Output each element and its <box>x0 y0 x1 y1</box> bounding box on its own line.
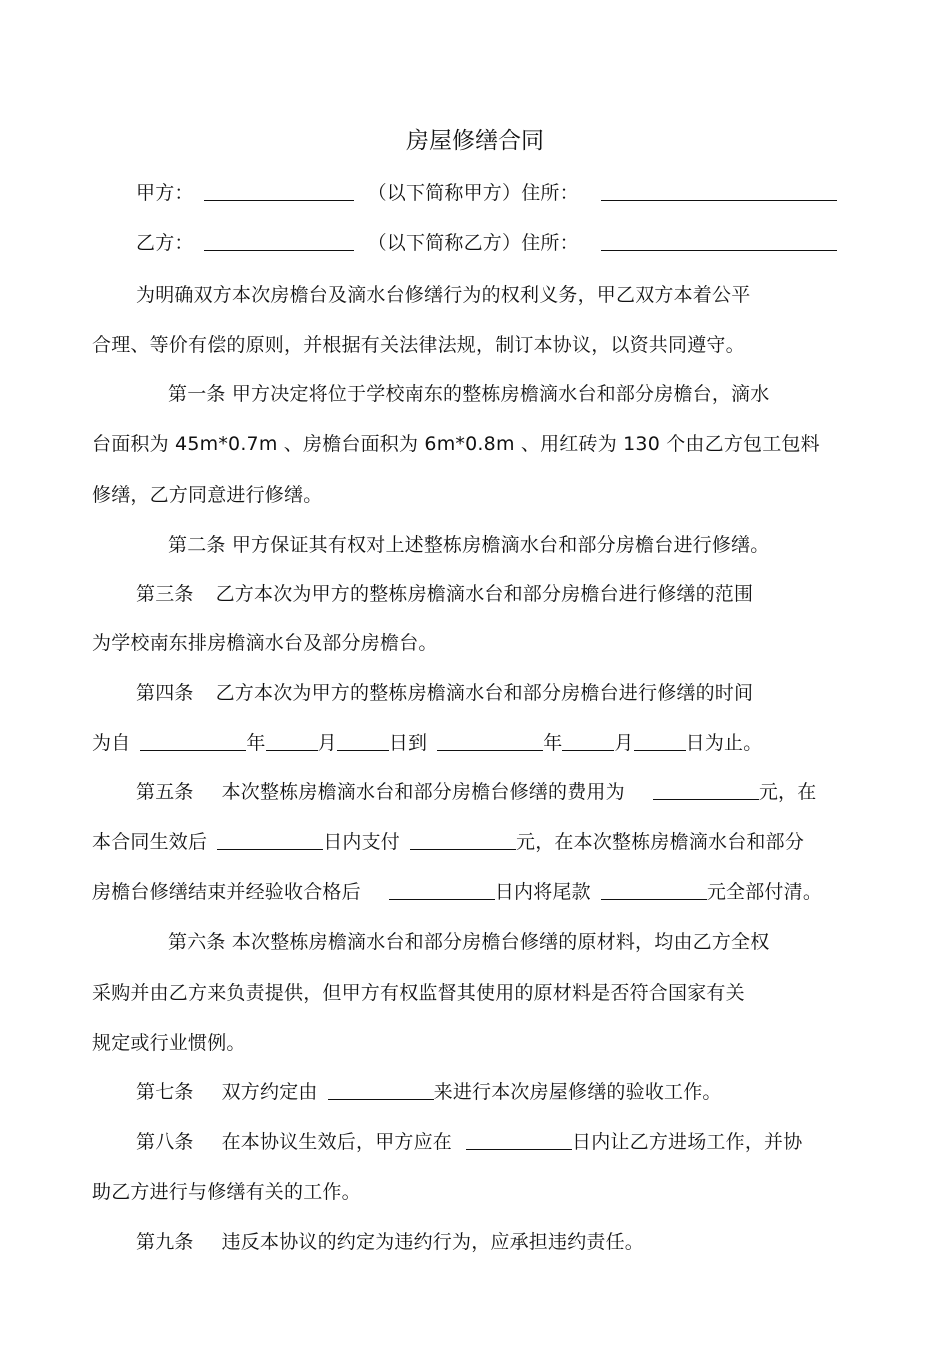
article-5-line-3 <box>92 879 822 905</box>
article-1-line-1: 第一条 甲方决定将位于学校南东的整栋房檐滴水台和部分房檐台，滴水 <box>168 383 770 405</box>
article-7-label: 第七条 <box>136 1081 194 1103</box>
article-8-line-1 <box>136 1129 802 1155</box>
acceptance-party-blank <box>328 1081 434 1100</box>
article-5-line-1 <box>136 779 816 805</box>
article-9-line-1 <box>136 1229 644 1255</box>
article-4-month-2: 月 <box>614 732 634 754</box>
article-5-label: 第五条 <box>136 781 194 803</box>
article-4-text: 乙方本次为甲方的整栋房檐滴水台和部分房檐台进行修缮的时间 <box>215 682 754 704</box>
article-5-accepted: 房檐台修缮结束并经验收合格后 <box>92 881 361 903</box>
party-b-alias: （以下简称乙方）住所： <box>367 232 579 254</box>
first-payment-blank <box>410 831 516 850</box>
party-a-line <box>136 180 837 206</box>
party-b-address-blank <box>601 232 837 251</box>
article-3-text: 乙方本次为甲方的整栋房檐滴水台和部分房檐台进行修缮的范围 <box>215 583 754 605</box>
party-a-alias: （以下简称甲方）住所： <box>367 182 579 204</box>
article-9-label: 第九条 <box>136 1231 194 1253</box>
article-5-after: 元，在本次整栋房檐滴水台和部分 <box>516 831 805 853</box>
party-b-name-blank <box>204 232 354 251</box>
article-5-pay-within: 日内支付 <box>323 831 401 853</box>
article-8-text-b: 日内让乙方进场工作，并协 <box>572 1131 803 1153</box>
party-a-label: 甲方： <box>136 182 194 204</box>
balance-days-blank <box>389 881 495 900</box>
article-4-label: 第四条 <box>136 682 194 704</box>
article-5-yuan: 元，在 <box>758 781 817 803</box>
article-4-line-2 <box>92 730 762 756</box>
entry-days-blank <box>466 1131 572 1150</box>
party-a-name-blank <box>204 182 354 201</box>
preamble-line-1: 为明确双方本次房檐台及滴水台修缮行为的权利义务，甲乙双方本着公平 <box>136 284 751 306</box>
article-6-line-3: 规定或行业惯例。 <box>92 1032 246 1054</box>
article-5-line-2 <box>92 829 804 855</box>
article-4-month-1: 月 <box>317 732 337 754</box>
article-7-line-1 <box>136 1079 722 1105</box>
start-month-blank <box>266 732 318 751</box>
article-7-text-a: 双方约定由 <box>221 1081 318 1103</box>
article-8-label: 第八条 <box>136 1131 194 1153</box>
article-4-from: 为自 <box>92 732 131 754</box>
party-a-address-blank <box>601 182 837 201</box>
article-4-line-1 <box>136 680 753 706</box>
preamble-line-2: 合理、等价有偿的原则，并根据有关法律法规，制订本协议，以资共同遵守。 <box>92 334 745 356</box>
article-3-line-2: 为学校南东排房檐滴水台及部分房檐台。 <box>92 632 438 654</box>
article-5-paid-off: 元全部付清。 <box>706 881 823 903</box>
article-1-line-3: 修缮，乙方同意进行修缮。 <box>92 484 323 506</box>
article-4-year-1: 年 <box>246 732 266 754</box>
article-2-line-1: 第二条 甲方保证其有权对上述整栋房檐滴水台和部分房檐台进行修缮。 <box>168 534 770 556</box>
start-year-blank <box>140 732 246 751</box>
article-1-line-2: 台面积为 45m*0.7m 、房檐台面积为 6m*0.8m 、用红砖为 130 个由乙方包工包料 <box>92 433 820 455</box>
article-7-text-b: 来进行本次房屋修缮的验收工作。 <box>433 1081 722 1103</box>
article-8-text-a: 在本协议生效后，甲方应在 <box>221 1131 453 1153</box>
article-9-text: 违反本协议的约定为违约行为，应承担违约责任。 <box>221 1231 645 1253</box>
article-3-label: 第三条 <box>136 583 194 605</box>
total-fee-blank <box>653 781 759 800</box>
article-8-line-2: 助乙方进行与修缮有关的工作。 <box>92 1181 361 1203</box>
end-day-blank <box>634 732 686 751</box>
end-month-blank <box>562 732 614 751</box>
article-6-line-1: 第六条 本次整栋房檐滴水台和部分房檐台修缮的原材料，均由乙方全权 <box>168 931 770 953</box>
payment-days-blank <box>217 831 323 850</box>
article-4-day-to: 日到 <box>388 732 428 754</box>
article-5-effective: 本合同生效后 <box>92 831 208 853</box>
start-day-blank <box>337 732 389 751</box>
article-6-line-2: 采购并由乙方来负责提供，但甲方有权监督其使用的原材料是否符合国家有关 <box>92 982 745 1004</box>
article-5-text: 本次整栋房檐滴水台和部分房檐台修缮的费用为 <box>221 781 625 803</box>
article-4-year-2: 年 <box>543 732 563 754</box>
article-4-day-end: 日为止。 <box>685 732 763 754</box>
document-title: 房屋修缮合同 <box>406 128 544 154</box>
balance-amount-blank <box>601 881 707 900</box>
party-b-label: 乙方： <box>136 232 194 254</box>
end-year-blank <box>437 732 543 751</box>
article-3-line-1 <box>136 581 753 607</box>
article-5-balance: 日内将尾款 <box>494 881 591 903</box>
party-b-line <box>136 230 837 256</box>
